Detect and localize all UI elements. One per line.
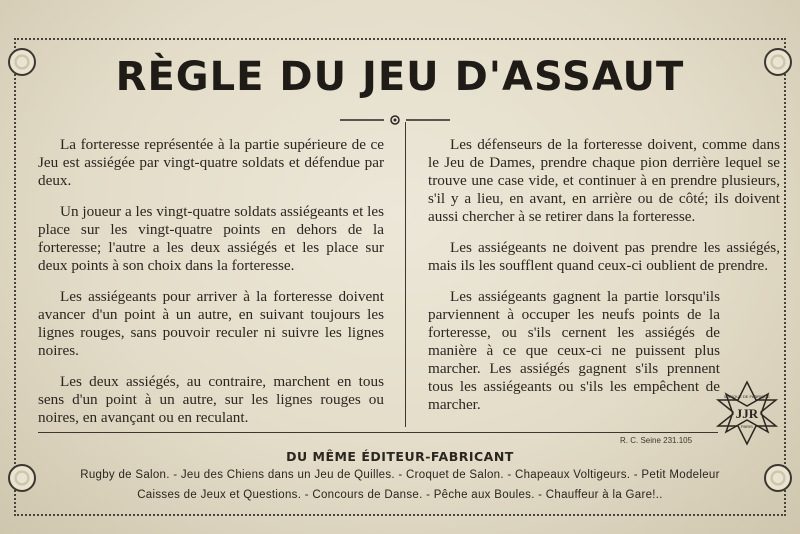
publisher-products-line-1: Rugby de Salon. - Jeu des Chiens dans un Jeu de Quilles. - Croquet de Salon. - Chapeaux Voltigeurs. - Petit Modeleur [80, 469, 720, 481]
rule-paragraph: Les défenseurs de la forteresse doivent, comme dans le Jeu de Dames, prendre chaque pion derrière lequel se trouve une case vide, et continuer à en prendre plusieurs, s'il y a lieu, en avant, en arrière ou de côté; ils doivent aussi chercher à se retirer dans la forteresse. [428, 136, 780, 225]
column-divider [405, 122, 406, 427]
trademark-star-emblem [712, 380, 782, 446]
rules-title: RÈGLE DU JEU D'ASSAUT [115, 54, 685, 100]
rule-paragraph: La forteresse représentée à la partie supérieure de ce Jeu est assiégée par vingt-quatre soldats et défendue par deux. [38, 136, 384, 189]
emblem-top-text: MARQUE DE FABRIQUE [724, 394, 770, 399]
rule-paragraph: Les deux assiégés, au contraire, marchent en tous sens d'un point à un autre, sur les lignes rouges ou noires, en avançant ou en reculant. [38, 373, 384, 426]
emblem-initials: JJR [735, 406, 759, 421]
rule-paragraph: Un joueur a les vingt-quatre soldats assiégeants et les place sur les vingt-quatre points en dehors de la forteresse; l'autre a les deux assiégés et les place sur deux points à son choix dans la forteresse. [38, 203, 384, 274]
registration-number: R. C. Seine 231.105 [620, 436, 693, 445]
publisher-products-line-2: Caisses de Jeux et Questions. - Concours de Danse. - Pêche aux Boules. - Chauffeur à la Gare!.. [137, 489, 663, 501]
rule-paragraph: Les assiégeants gagnent la partie lorsqu'ils parviennent à occuper les neufs points de la forteresse, ou s'ils cernent les assiégés de manière à ce que ceux-ci ne puissent plus marcher. Les assiégés gagnent s'ils prennent tous les assiégeants ou s'ils les empêchent de marcher. [428, 288, 720, 413]
rule-paragraph: Les assiégeants ne doivent pas prendre les assiégés, mais ils les soufflent quand ceux-ci oublient de prendre. [428, 239, 780, 274]
divider-ornament [340, 114, 450, 126]
emblem-bottom-text: PARIS [741, 424, 753, 429]
left-column [38, 136, 384, 440]
publisher-heading: DU MÊME ÉDITEUR-FABRICANT [286, 449, 514, 464]
rule-paragraph: Les assiégeants pour arriver à la forteresse doivent avancer d'un point à un autre, en suivant toujours les lignes rouges, sans pouvoir reculer ni suivre les lignes noires. [38, 288, 384, 359]
footer-rule [38, 432, 718, 433]
